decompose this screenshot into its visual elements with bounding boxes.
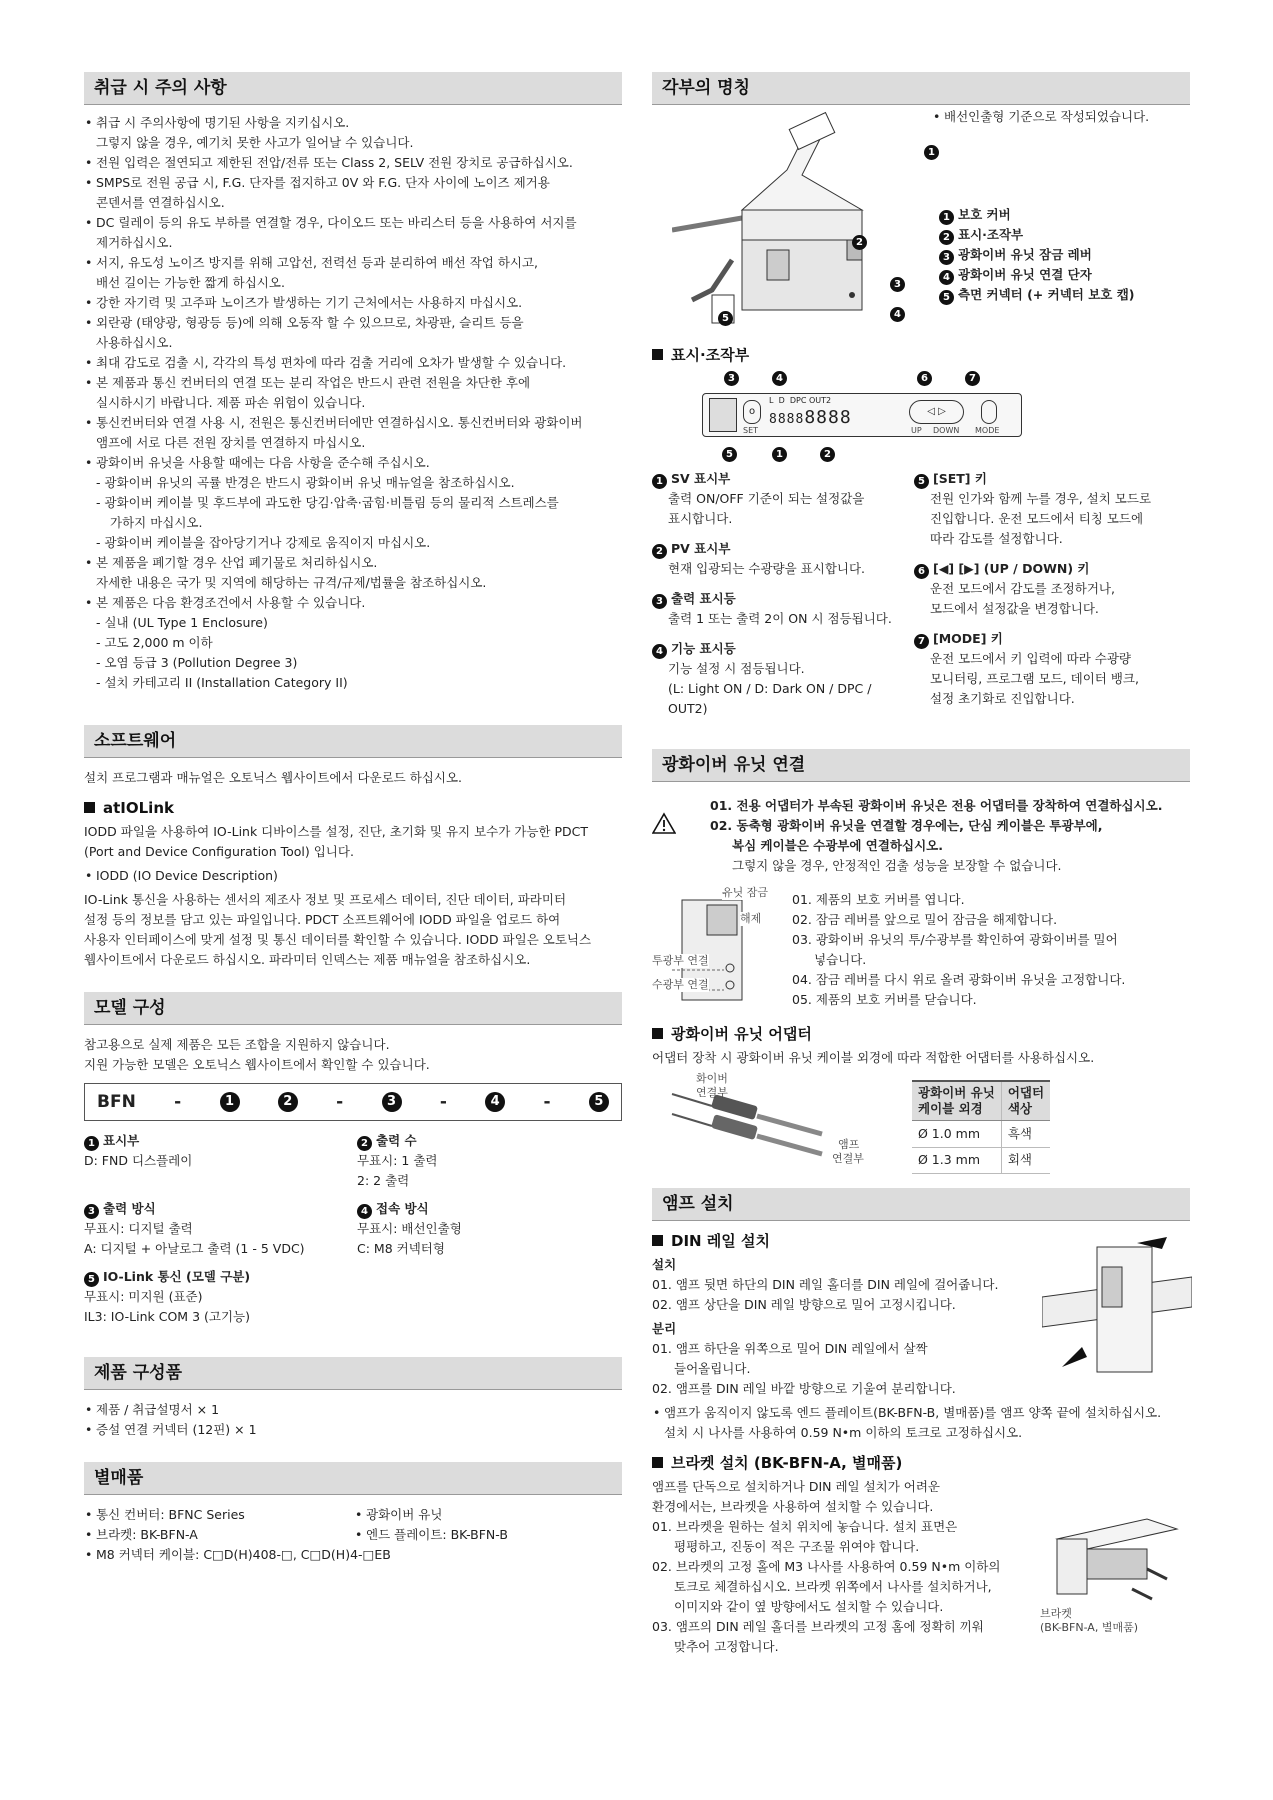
parts-note: • 배선인출형 기준으로 작성되었습니다.: [932, 107, 1149, 127]
components-title: 제품 구성품: [84, 1357, 622, 1390]
display-item-line: 출력 ON/OFF 기준이 되는 설정값을: [668, 491, 865, 506]
amp-install-title: 앰프 설치: [652, 1188, 1190, 1221]
display-item-line: (L: Light ON / D: Dark ON / DPC / OUT2): [668, 681, 872, 716]
parts-item-num: 1: [939, 210, 954, 225]
bracket-step: 맞추어 고정합니다.: [674, 1639, 779, 1654]
fiber-warning: [652, 796, 1190, 876]
display-item-num: 3: [652, 594, 667, 609]
display-item: [652, 469, 914, 529]
display-item-num: 6: [914, 564, 929, 579]
up-label: UP: [911, 426, 922, 435]
software-intro: 설치 프로그램과 매뉴얼은 오토닉스 웹사이트에서 다운로드 하십시오.: [84, 770, 462, 785]
parts-list: [939, 205, 1134, 305]
model-item-title: 출력 방식: [103, 1201, 156, 1216]
model-item-line: IL3: IO-Link COM 3 (고기능): [84, 1309, 250, 1324]
handling-item: - 광화이버 케이블을 잡아당기거나 강제로 움직이지 마십시오.: [96, 535, 431, 550]
parts-figure-area: [652, 105, 1190, 335]
remove-step: 들어올립니다.: [674, 1361, 751, 1376]
model-item-line: 무표시: 1 출력: [357, 1153, 438, 1168]
din-rail-illustration: [1042, 1237, 1192, 1387]
square-icon: [652, 1028, 663, 1039]
fiber-side-label2: 연결부: [696, 1086, 728, 1099]
fiber-conn-body: [652, 886, 1190, 1010]
display-item: [652, 589, 914, 629]
display-item-line: 운전 모드에서 감도를 조정하거나,: [930, 581, 1115, 596]
sv-digits: 8888: [769, 412, 805, 427]
model-dash: -: [336, 1092, 344, 1112]
model-item-num: 2: [357, 1136, 372, 1151]
model-item-line: D: FND 디스플레이: [84, 1153, 193, 1168]
square-icon: [84, 802, 95, 813]
remove-step: 01. 앰프 하단을 위쪽으로 밀어 DIN 레일에서 살짝: [652, 1341, 928, 1356]
adapter-body: [652, 1074, 1190, 1174]
adapter-heading: 광화이버 유닛 어댑터: [652, 1024, 1190, 1044]
model-item-line: C: M8 커넥터형: [357, 1241, 445, 1256]
callout-4: 4: [772, 371, 787, 386]
fiber-steps: [792, 890, 1125, 1010]
bracket-step: 02. 브라켓의 고정 홀에 M3 나사를 사용하여 0.59 N•m 이하의: [652, 1559, 1001, 1574]
adapter-desc: 어댑터 장착 시 광화이버 유닛 케이블 외경에 따라 적합한 어댑터를 사용하십시오.: [652, 1050, 1095, 1065]
model-note1: 참고용으로 실제 제품은 모든 조합을 지원하지 않습니다.: [84, 1037, 390, 1052]
atiolink-heading: atIOLink: [84, 798, 622, 818]
display-items: [652, 469, 1190, 729]
warn-2b: 복심 케이블은 수광부에 연결하십시오.: [732, 838, 944, 853]
model-dash: -: [439, 1092, 447, 1112]
model-item-num: 3: [84, 1204, 99, 1219]
display-item-line: 따라 감도를 설정합니다.: [930, 531, 1063, 546]
din-note: • 앰프가 움직이지 않도록 엔드 플레이트(BK-BFN-B, 별매품)를 앰프 양쪽 끝에 설치하십시오.: [652, 1403, 1190, 1423]
software-p2-line: 설정 등의 정보를 담고 있는 파일입니다. PDCT 소프트웨어에 IODD 파일을 업로드 하여: [84, 912, 561, 927]
square-icon: [652, 1457, 663, 1468]
software-p2-line: 웹사이트에서 다운로드 하십시오. 파라미터 인덱스는 제품 매뉴얼을 참조하십시오.: [84, 952, 531, 967]
handling-item: 사용하십시오.: [96, 335, 173, 350]
amp-side-label: 앰프: [838, 1138, 860, 1151]
model-num-1: 1: [220, 1092, 240, 1112]
fiber-conn-figure: [652, 886, 792, 1010]
parts-item-text: 표시·조작부: [958, 227, 1024, 242]
display-item-title: 기능 표시등: [671, 641, 736, 656]
callout-2: 2: [820, 447, 835, 462]
parts-item-num: 2: [939, 230, 954, 245]
square-icon: [652, 1235, 663, 1246]
handling-item: • 통신컨버터와 연결 사용 시, 전원은 통신컨버터에만 연결하십시오. 통신컨버터와 광화이버: [84, 413, 622, 433]
handling-item: • DC 릴레이 등의 유도 부하를 연결할 경우, 다이오드 또는 바리스터 등을 사용하여 서지를: [84, 213, 622, 233]
display-item-num: 2: [652, 544, 667, 559]
left-column: [84, 72, 622, 1565]
handling-item: - 고도 2,000 m 이하: [96, 635, 213, 650]
model-num-5: 5: [589, 1092, 609, 1112]
set-key-label: SET: [743, 426, 759, 435]
display-item-title: SV 표시부: [671, 471, 731, 486]
callout-1: 1: [924, 145, 939, 160]
model-item-line: 무표시: 배선인출형: [357, 1221, 462, 1236]
handling-item: 가하지 마십시오.: [110, 515, 203, 530]
model-item-line: 2: 2 출력: [357, 1173, 410, 1188]
display-item-line: 운전 모드에서 키 입력에 따라 수광량: [930, 651, 1131, 666]
software-p2-line: 사용자 인터페이스에 맞게 설정 및 통신 데이터를 확인할 수 있습니다. IODD 파일은 오토닉스: [84, 932, 592, 947]
bracket-heading: 브라켓 설치 (BK-BFN-A, 별매품): [652, 1453, 1190, 1473]
handling-item: • 전원 입력은 절연되고 제한된 전압/전류 또는 Class 2, SELV 전원 장치로 공급하십시오.: [84, 153, 622, 173]
model-item: [357, 1131, 622, 1191]
up-down-keys[interactable]: ◁ ▷: [909, 400, 964, 424]
bracket-install: [652, 1453, 1190, 1657]
model-item-title: IO-Link 통신 (모델 구분): [103, 1269, 251, 1284]
handling-item: 자세한 내용은 국가 및 지역에 해당하는 규격/규제/법률을 참조하십시오.: [96, 575, 487, 590]
fiber-side-label: 화이버: [696, 1072, 728, 1085]
parts-item-text: 광화이버 유닛 잠금 레버: [958, 247, 1092, 262]
handling-item: - 실내 (UL Type 1 Enclosure): [96, 615, 268, 630]
model-dash: -: [543, 1092, 551, 1112]
adapter-th-dia: 광화이버 유닛 케이블 외경: [912, 1081, 1001, 1121]
handling-item: • 외란광 (태양광, 형광등 등)에 의해 오동작 할 수 있으므로, 차광판, 슬리트 등을: [84, 313, 622, 333]
callout-5: 5: [718, 311, 733, 326]
parts-item-num: 4: [939, 270, 954, 285]
callout-7: 7: [965, 371, 980, 386]
lock-label: 유닛 잠금: [722, 886, 769, 899]
bracket-step: 평평하고, 진동이 적은 구조물 위여야 합니다.: [674, 1539, 920, 1554]
model-code-box: [84, 1083, 622, 1121]
display-item-line: 모드에서 설정값을 변경합니다.: [930, 601, 1099, 616]
display-item-line: 현재 입광되는 수광량을 표시합니다.: [668, 561, 866, 576]
display-item-title: [◀] [▶] (UP / DOWN) 키: [933, 561, 1090, 576]
model-item-line: 무표시: 디지털 출력: [84, 1221, 193, 1236]
square-icon: [652, 349, 663, 360]
adapter-th-color: 어댑터 색상: [1001, 1081, 1050, 1121]
display-item: [914, 629, 1184, 709]
handling-item: - 설치 카테고리 II (Installation Category II): [96, 675, 348, 690]
callout-1: 1: [772, 447, 787, 462]
fiber-step: 05. 제품의 보호 커버를 닫습니다.: [792, 992, 977, 1007]
bracket-step: 이미지와 같이 옆 방향에서도 설치할 수 있습니다.: [674, 1599, 944, 1614]
indicator-labels: L D DPC OUT2: [769, 396, 832, 405]
accessory-item: • 광화이버 유닛: [354, 1505, 508, 1525]
display-item-line: 기능 설정 시 점등됩니다.: [668, 661, 805, 676]
model-item: [357, 1199, 622, 1259]
warn-3: 그렇지 않을 경우, 안정적인 검출 성능을 보장할 수 없습니다.: [732, 858, 1062, 873]
software-p1b: (Port and Device Configuration Tool) 입니다.: [84, 844, 354, 859]
model-prefix: BFN: [97, 1092, 136, 1112]
model-item: [84, 1199, 349, 1259]
remove-heading: 분리: [652, 1321, 677, 1336]
accessory-item: • 통신 컨버터: BFNC Series: [84, 1505, 354, 1525]
display-item-num: 1: [652, 474, 667, 489]
parts-item-text: 광화이버 유닛 연결 단자: [958, 267, 1092, 282]
fiber-step: 04. 잠금 레버를 다시 위로 올려 광화이버 유닛을 고정합니다.: [792, 972, 1126, 987]
din-note: 설치 시 나사를 사용하여 0.59 N•m 이하의 토크로 고정하십시오.: [664, 1425, 1023, 1440]
parts-item: [939, 285, 1134, 305]
display-item-num: 4: [652, 644, 667, 659]
remove-step: 02. 앰프를 DIN 레일 바깥 방향으로 기울여 분리합니다.: [652, 1381, 956, 1396]
model-item-num: 5: [84, 1272, 99, 1287]
handling-item: • 서지, 유도성 노이즈 방지를 위해 고압선, 전력선 등과 분리하여 배선 작업 하시고,: [84, 253, 622, 273]
sold-separately-title: 별매품: [84, 1462, 622, 1495]
model-item-title: 표시부: [103, 1133, 140, 1148]
install-step: 02. 앰프 상단을 DIN 레일 방향으로 밀어 고정시킵니다.: [652, 1297, 956, 1312]
model-item: [84, 1267, 349, 1327]
bracket-step: 01. 브라켓을 원하는 설치 위치에 놓습니다. 설치 표면은: [652, 1519, 958, 1534]
software-p2-line: IO-Link 통신을 사용하는 센서의 제조사 정보 및 프로세스 데이터, 진단 데이터, 파라미터: [84, 892, 567, 907]
handling-item: 콘덴서를 연결하십시오.: [96, 195, 225, 210]
display-item-title: PV 표시부: [671, 541, 731, 556]
handling-item: 제거하십시오.: [96, 235, 173, 250]
release-label: 해제: [740, 912, 762, 925]
callout-3: 3: [890, 277, 905, 292]
bracket-illustration: [1037, 1499, 1187, 1609]
din-heading: DIN 레일 설치: [652, 1231, 1190, 1251]
mode-label: MODE: [975, 426, 1000, 435]
display-items-right: [914, 469, 1184, 729]
display-item-line: 진입합니다. 운전 모드에서 티칭 모드에: [930, 511, 1144, 526]
display-item: [914, 559, 1184, 619]
receiver-label: 수광부 연결: [652, 978, 709, 991]
emitter-label: 투광부 연결: [652, 954, 709, 967]
callout-4: 4: [890, 307, 905, 322]
mode-key[interactable]: [981, 400, 997, 424]
display-items-left: [652, 469, 914, 729]
accessory-item: • M8 커넥터 케이블: C□D(H)408-□, C□D(H)4-□EB: [84, 1545, 622, 1565]
display-item: [914, 469, 1184, 549]
software-p2: [84, 890, 622, 970]
parts-item-text: 보호 커버: [958, 207, 1011, 222]
callout-5: 5: [722, 447, 737, 462]
handling-item: • 최대 감도로 검출 시, 각각의 특성 편차에 따라 검출 거리에 오차가 발생할 수 있습니다.: [84, 353, 622, 373]
parts-item-num: 3: [939, 250, 954, 265]
handling-item: 배선 길이는 가능한 짧게 하십시오.: [96, 275, 285, 290]
callout-3: 3: [724, 371, 739, 386]
bracket-step: 03. 앰프의 DIN 레일 홀더를 브라켓의 고정 홈에 정확히 끼워: [652, 1619, 984, 1634]
display-item-num: 7: [914, 634, 929, 649]
software-title: 소프트웨어: [84, 725, 622, 758]
handling-item: 실시하시기 바랍니다. 제품 파손 위험이 있습니다.: [96, 395, 366, 410]
model-title: 모델 구성: [84, 992, 622, 1025]
handling-item: • 본 제품과 통신 컨버터의 연결 또는 분리 작업은 반드시 관련 전원을 차단한 후에: [84, 373, 622, 393]
handling-item: • 광화이버 유닛을 사용할 때에는 다음 사항을 준수해 주십시오.: [84, 453, 622, 473]
bracket-intro: 앰프를 단독으로 설치하거나 DIN 레일 설치가 어려운: [652, 1479, 941, 1494]
fiber-step: 01. 제품의 보호 커버를 엽니다.: [792, 892, 965, 907]
display-heading: 표시·조작부: [652, 345, 1190, 365]
model-num-2: 2: [278, 1092, 298, 1112]
handling-item: - 광화이버 케이블 및 후드부에 과도한 당김·압축·굽힘·비틀림 등의 물리적 스트레스를: [96, 495, 559, 510]
accessory-item: • 엔드 플레이트: BK-BFN-B: [354, 1525, 508, 1545]
parts-item: [939, 245, 1134, 265]
table-row: Ø 1.3 mm 회색: [912, 1147, 1050, 1173]
handling-item: - 오염 등급 3 (Pollution Degree 3): [96, 655, 298, 670]
bracket-intro: 환경에서는, 브라켓을 사용하여 설치할 수 있습니다.: [652, 1499, 934, 1514]
display-panel-figure: [652, 369, 1190, 469]
model-item-line: 무표시: 미지원 (표준): [84, 1289, 203, 1304]
handling-item: 앰프에 서로 다른 전원 장치를 연결하지 마십시오.: [96, 435, 366, 450]
parts-item: [939, 225, 1134, 245]
amp-side-label2: 연결부: [832, 1152, 864, 1165]
fiber-step: 02. 잠금 레버를 앞으로 밀어 잠금을 해제합니다.: [792, 912, 1058, 927]
model-item-line: A: 디지털 + 아날로그 출력 (1 - 5 VDC): [84, 1241, 305, 1256]
right-column: [652, 72, 1190, 1657]
bracket-fig-label2: (BK-BFN-A, 별매품): [1040, 1621, 1138, 1634]
display-item-line: 전원 인가와 함께 누를 경우, 설치 모드로: [930, 491, 1152, 506]
handling-list: [84, 113, 622, 693]
fiber-port: [709, 398, 737, 432]
parts-title: 각부의 명칭: [652, 72, 1190, 105]
parts-item: [939, 205, 1134, 225]
iodd-bullet: • IODD (IO Device Description): [84, 866, 622, 886]
model-items: [84, 1131, 622, 1335]
handling-item: • SMPS로 전원 공급 시, F.G. 단자를 접지하고 0V 와 F.G. 단자 사이에 노이즈 제거용: [84, 173, 622, 193]
parts-item-text: 측면 커넥터 (+ 커넥터 보호 캡): [958, 287, 1135, 302]
display-panel: [702, 393, 1022, 437]
amplifier-illustration: [672, 110, 932, 335]
display-item-line: 모니터링, 프로그램 모드, 데이터 뱅크,: [930, 671, 1139, 686]
pv-digits: 8888: [804, 407, 852, 428]
fiber-step: 03. 광화이버 유닛의 투/수광부를 확인하여 광화이버를 밀어: [792, 932, 1118, 947]
install-step: 01. 앰프 뒷면 하단의 DIN 레일 홀더를 DIN 레일에 걸어줍니다.: [652, 1277, 999, 1292]
model-dash: -: [174, 1092, 182, 1112]
callout-2: 2: [852, 235, 867, 250]
bracket-fig-label: 브라켓: [1040, 1607, 1072, 1620]
handling-title: 취급 시 주의 사항: [84, 72, 622, 105]
down-label: DOWN: [933, 426, 960, 435]
fiber-step: 넣습니다.: [814, 952, 867, 967]
adapter-table: [912, 1080, 1050, 1174]
display-item-title: [MODE] 키: [933, 631, 1003, 646]
display-item-line: 설정 초기화로 진입합니다.: [930, 691, 1075, 706]
display-item-line: 표시합니다.: [668, 511, 733, 526]
parts-item: [939, 265, 1134, 285]
set-key[interactable]: o: [743, 400, 761, 424]
model-item-title: 접속 방식: [376, 1201, 429, 1216]
fiber-conn-title: 광화이버 유닛 연결: [652, 749, 1190, 782]
bracket-step: 토크로 체결하십시오. 브라켓 위쪽에서 나사를 설치하거나,: [674, 1579, 992, 1594]
warn-2a: 02. 동축형 광화이버 유닛을 연결할 경우에는, 단심 케이블은 투광부에,: [710, 818, 1103, 833]
model-item: [84, 1131, 349, 1191]
handling-item: • 취급 시 주의사항에 명기된 사항을 지키십시오.: [84, 113, 622, 133]
component-item: • 증설 연결 커넥터 (12핀) × 1: [84, 1420, 622, 1440]
display-item-title: 출력 표시등: [671, 591, 736, 606]
warning-icon: [652, 796, 710, 876]
model-num-3: 3: [382, 1092, 402, 1112]
handling-item: • 본 제품을 폐기할 경우 산업 폐기물로 처리하십시오.: [84, 553, 622, 573]
adapter-figure: [652, 1074, 912, 1174]
software-p1a: IODD 파일을 사용하여 IO-Link 디바이스를 설정, 진단, 초기화 및 유지 보수가 가능한 PDCT: [84, 824, 589, 839]
handling-item: • 강한 자기력 및 고주파 노이즈가 발생하는 기기 근처에서는 사용하지 마십시오.: [84, 293, 622, 313]
din-install: [652, 1231, 1190, 1399]
table-row: Ø 1.0 mm 흑색: [912, 1121, 1050, 1147]
handling-item: 그렇지 않을 경우, 예기치 못한 사고가 일어날 수 있습니다.: [96, 135, 414, 150]
accessory-item: • 브라켓: BK-BFN-A: [84, 1525, 354, 1545]
display-item-line: 출력 1 또는 출력 2이 ON 시 점등됩니다.: [668, 611, 892, 626]
warn-1: 01. 전용 어댑터가 부속된 광화이버 유닛은 전용 어댑터를 장착하여 연결하십시오.: [710, 798, 1163, 813]
model-item-num: 4: [357, 1204, 372, 1219]
model-item-num: 1: [84, 1136, 99, 1151]
install-heading: 설치: [652, 1257, 677, 1272]
display-item-num: 5: [914, 474, 929, 489]
parts-item-num: 5: [939, 290, 954, 305]
handling-item: - 광화이버 유닛의 곡률 반경은 반드시 광화이버 유닛 매뉴얼을 참조하십시오.: [96, 475, 515, 490]
model-num-4: 4: [485, 1092, 505, 1112]
display-item: [652, 539, 914, 579]
model-note2: 지원 가능한 모델은 오토닉스 웹사이트에서 확인할 수 있습니다.: [84, 1057, 430, 1072]
model-item-title: 출력 수: [376, 1133, 417, 1148]
display-item: [652, 639, 914, 719]
component-item: • 제품 / 취급설명서 × 1: [84, 1400, 622, 1420]
digit-display: [769, 406, 852, 432]
display-item-title: [SET] 키: [933, 471, 987, 486]
handling-item: • 본 제품은 다음 환경조건에서 사용할 수 있습니다.: [84, 593, 622, 613]
callout-6: 6: [917, 371, 932, 386]
